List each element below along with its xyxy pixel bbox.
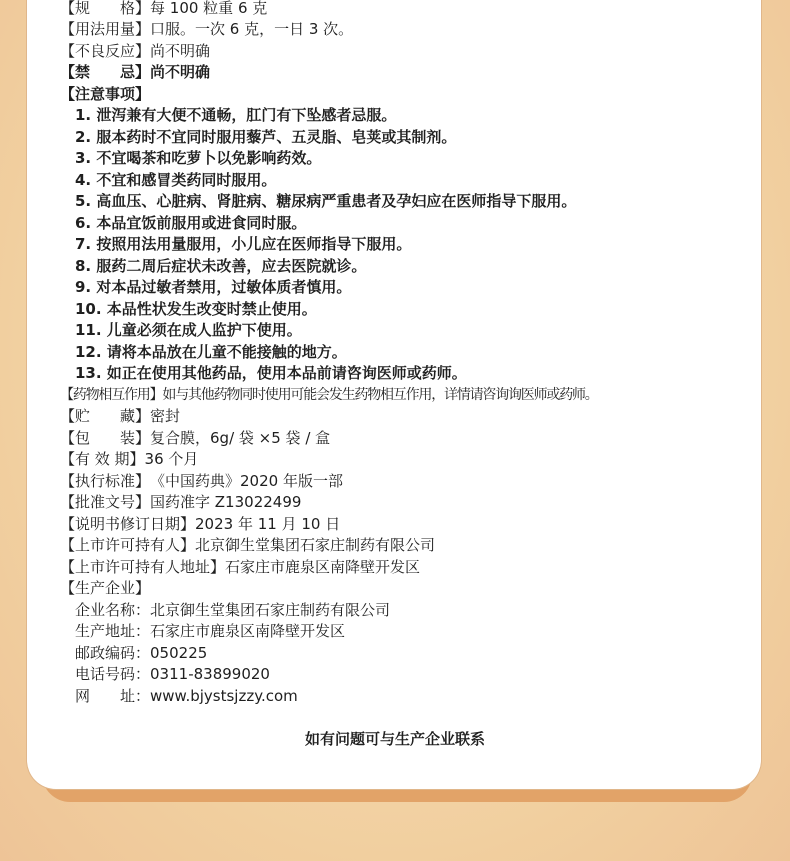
phone-value: 0311-83899020 [150, 665, 270, 683]
holder-label: 【上市许可持有人】 [60, 536, 196, 554]
phone-label: 电话号码： [75, 665, 151, 683]
precaution-item: 3. 不宜喝茶和吃萝卜以免影响药效。 [75, 149, 322, 167]
precaution-item: 10. 本品性状发生改变时禁止使用。 [75, 300, 317, 318]
usage-row [60, 19, 353, 40]
contra-value: 尚不明确 [150, 63, 211, 81]
precaution-item: 13. 如正在使用其他药品，使用本品前请咨询医师或药师。 [75, 364, 467, 382]
footer-contact-note: 如有问题可与生产企业联系 [304, 730, 485, 748]
precaution-item: 2. 服本药时不宜同时服用藜芦、五灵脂、皂荚或其制剂。 [75, 128, 457, 146]
precaution-item: 5. 高血压、心脏病、肾脏病、糖尿病严重患者及孕妇应在医师指导下服用。 [75, 192, 577, 210]
holder-address-label: 【上市许可持有人地址】 [60, 558, 226, 576]
standard-row [60, 471, 343, 492]
precaution-item: 11. 儿童必须在成人监护下使用。 [75, 321, 302, 339]
contra-row [60, 62, 210, 83]
manufacturer-name-value: 北京御生堂集团石家庄制药有限公司 [150, 601, 391, 619]
precaution-item: 4. 不宜和感冒类药同时服用。 [75, 171, 277, 189]
precautions-heading: 【注意事项】 [60, 85, 151, 103]
adverse-row [60, 41, 210, 62]
standard-value: 《中国药典》2020 年版一部 [150, 472, 343, 490]
manufacturer-heading: 【生产企业】 [60, 579, 151, 597]
postcode-row [75, 643, 207, 664]
spec-row [60, 0, 267, 19]
usage-label: 【用法用量】 [60, 20, 151, 38]
manufacturer-name-row [75, 600, 390, 621]
postcode-value: 050225 [150, 644, 208, 662]
interaction-value: 如与其他药物同时使用可能会发生药物相互作用，详情请咨询询医师或药师。 [162, 387, 598, 403]
website-label: 网 址： [75, 687, 151, 705]
package-value: 复合膜，6g/ 袋 ×5 袋 / 盒 [150, 429, 331, 447]
manufacturer-name-label: 企业名称： [75, 601, 151, 619]
website-value: www.bjystsjzzy.com [150, 687, 298, 705]
postcode-label: 邮政编码： [75, 644, 151, 662]
approval-value: 国药准字 Z13022499 [150, 493, 302, 511]
precaution-item: 12. 请将本品放在儿童不能接触的地方。 [75, 343, 347, 361]
manufacturer-address-label: 生产地址： [75, 622, 151, 640]
validity-row [60, 449, 198, 470]
precaution-item: 8. 服药二周后症状未改善，应去医院就诊。 [75, 257, 367, 275]
spec-label: 【规 格】 [60, 0, 151, 17]
interaction-label: 【药物相互作用】 [60, 387, 163, 403]
revision-row [60, 514, 340, 535]
phone-row [75, 664, 270, 685]
adverse-label: 【不良反应】 [60, 42, 151, 60]
spec-value: 每 100 粒重 6 克 [150, 0, 268, 17]
revision-value: 2023 年 11 月 10 日 [195, 515, 341, 533]
adverse-value: 尚不明确 [150, 42, 211, 60]
holder-value: 北京御生堂集团石家庄制药有限公司 [195, 536, 436, 554]
package-label: 【包 装】 [60, 429, 151, 447]
precaution-item: 9. 对本品过敏者禁用，过敏体质者慎用。 [75, 278, 352, 296]
holder-row [60, 535, 435, 556]
contra-label: 【禁 忌】 [60, 63, 151, 81]
package-row [60, 428, 330, 449]
validity-label: 【有 效 期】 [60, 450, 145, 468]
standard-label: 【执行标准】 [60, 472, 151, 490]
holder-address-value: 石家庄市鹿泉区南降壁开发区 [225, 558, 421, 576]
precaution-item: 6. 本品宜饭前服用或进食同时服。 [75, 214, 307, 232]
website-row [75, 686, 298, 707]
approval-row [60, 492, 301, 513]
validity-value: 36 个月 [144, 450, 199, 468]
precaution-item: 7. 按照用法用量服用，小儿应在医师指导下服用。 [75, 235, 412, 253]
storage-value: 密封 [150, 407, 181, 425]
revision-label: 【说明书修订日期】 [60, 515, 196, 533]
storage-label: 【贮 藏】 [60, 407, 151, 425]
holder-address-row [60, 557, 420, 578]
storage-row [60, 406, 180, 427]
precaution-item: 1. 泄泻兼有大便不通畅，肛门有下坠感者忌服。 [75, 106, 397, 124]
usage-value: 口服。一次 6 克，一日 3 次。 [150, 20, 354, 38]
interaction-row [60, 385, 598, 406]
approval-label: 【批准文号】 [60, 493, 151, 511]
manufacturer-address-value: 石家庄市鹿泉区南降壁开发区 [150, 622, 346, 640]
manufacturer-address-row [75, 621, 345, 642]
